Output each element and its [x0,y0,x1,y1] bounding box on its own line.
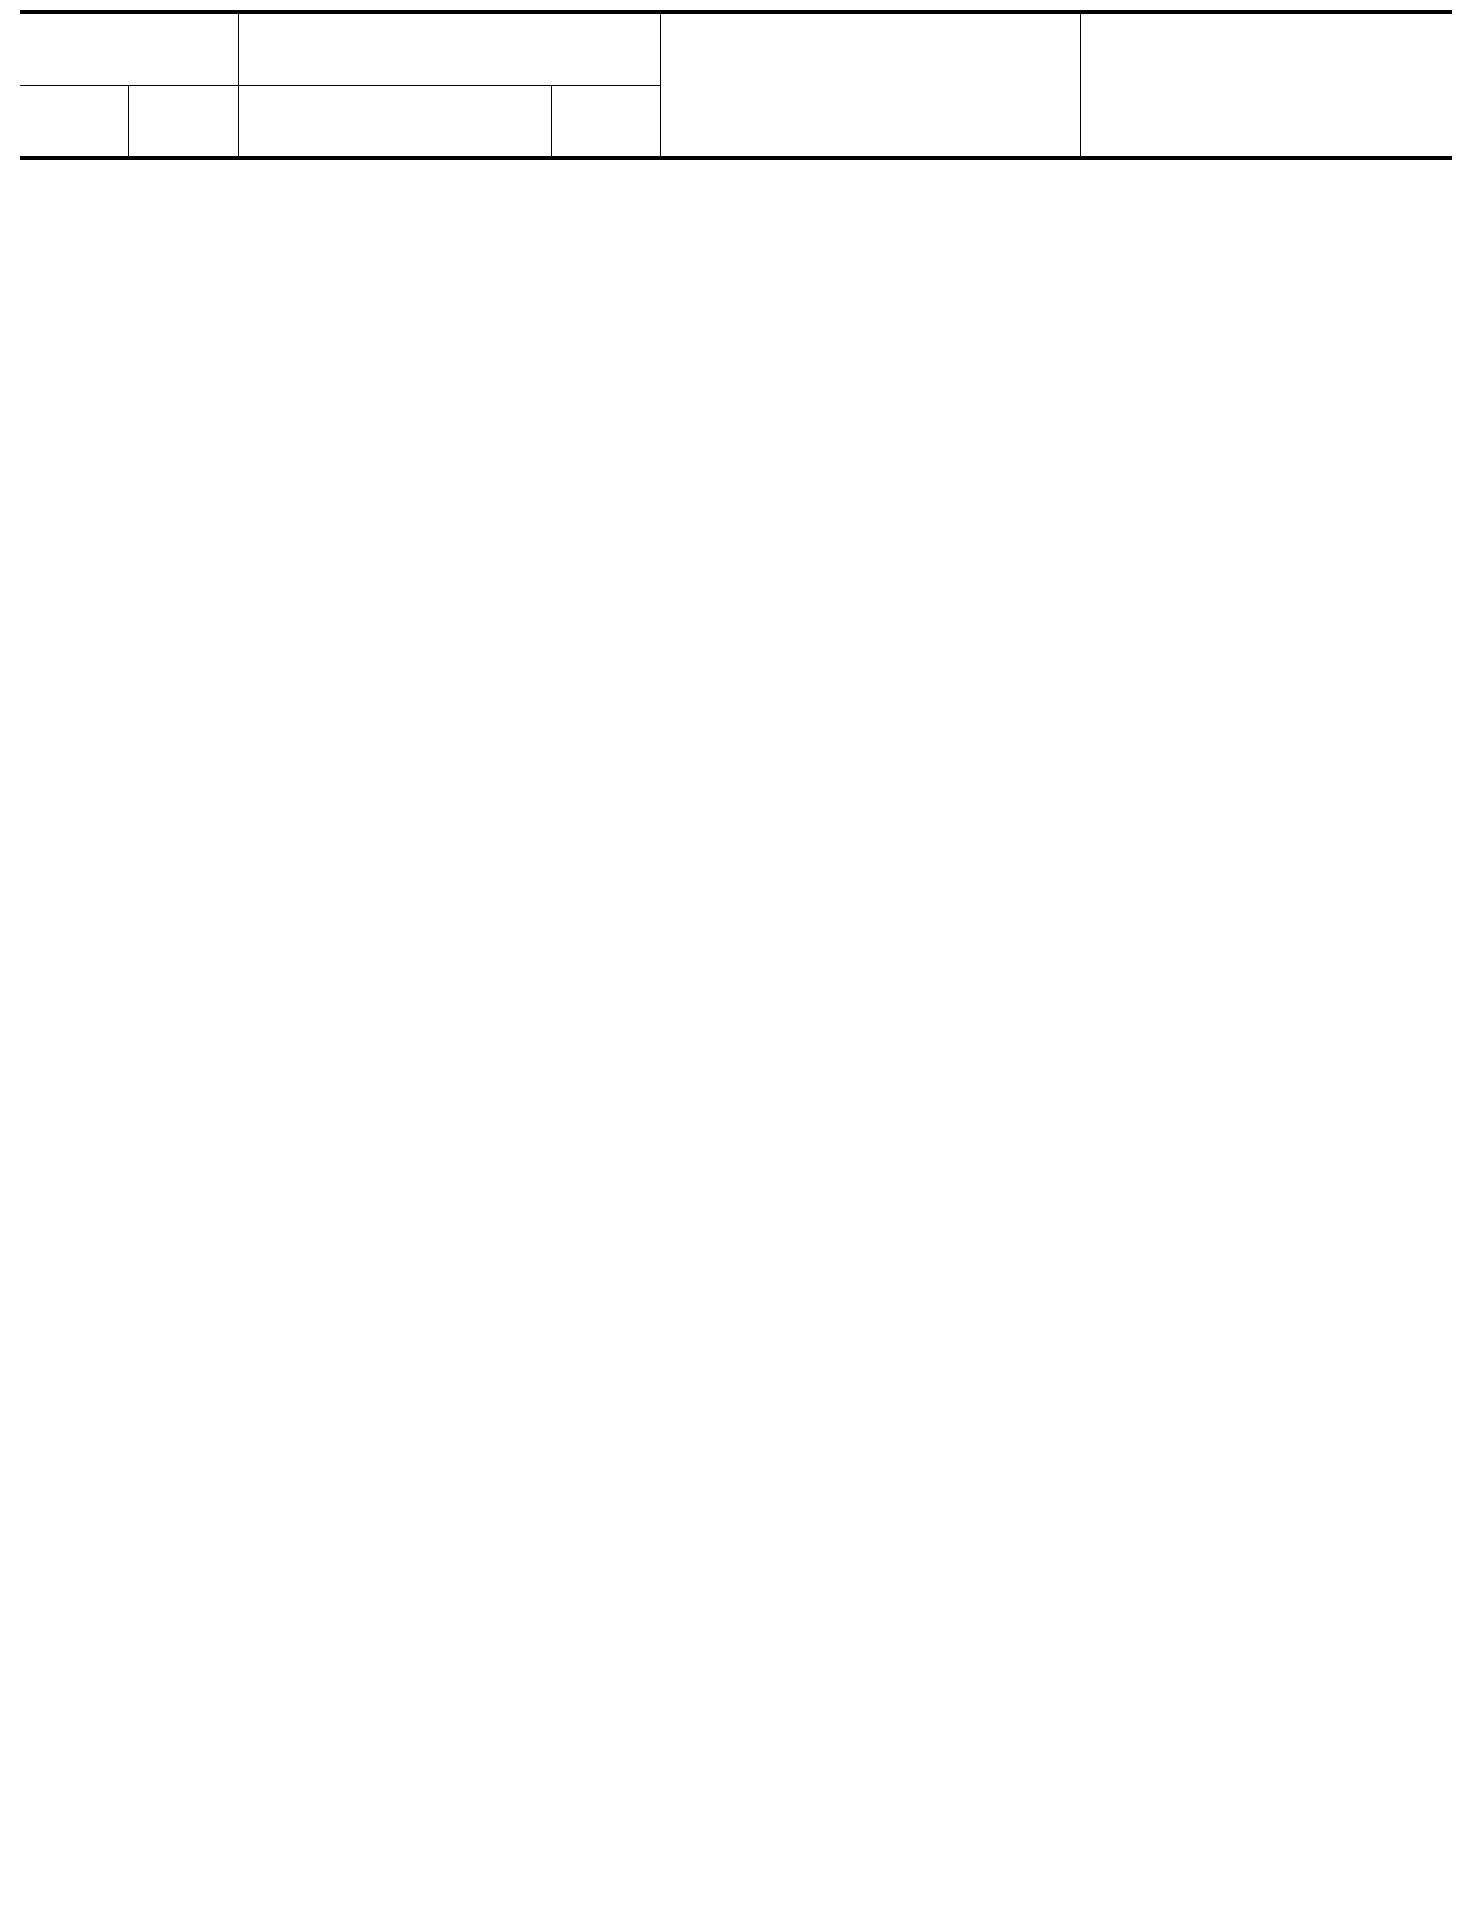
io-header [551,85,660,158]
plus-header [20,85,128,158]
terminal-table [20,10,1452,160]
terminal-header [20,12,238,85]
reference-header [1080,12,1452,158]
condition-header [660,12,1080,158]
signal-name-header [238,85,551,158]
description-header [238,12,660,85]
minus-header [128,85,238,158]
